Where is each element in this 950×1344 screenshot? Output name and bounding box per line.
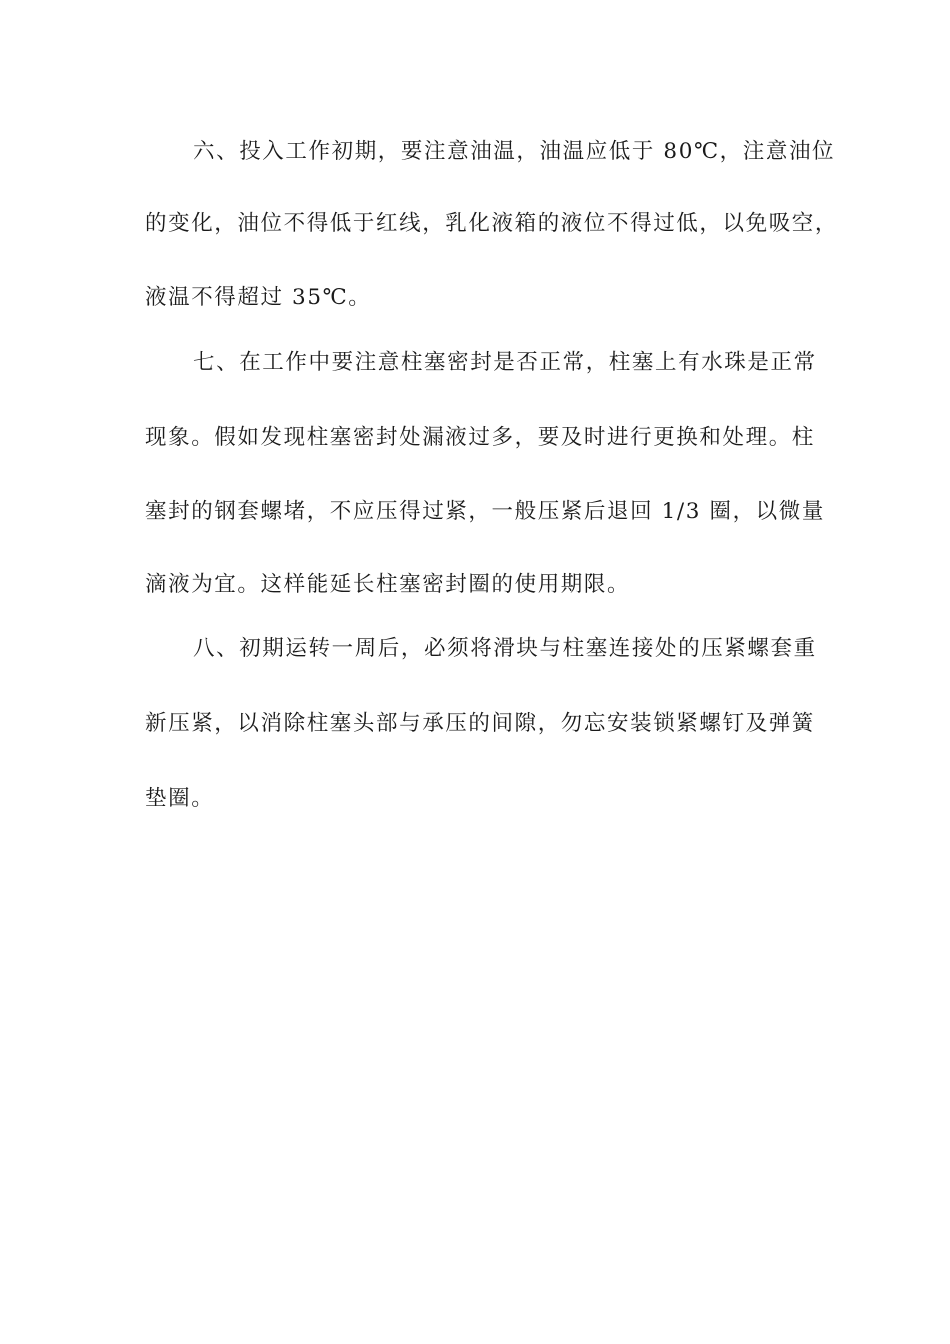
paragraph-7-line-1: 七、在工作中要注意柱塞密封是否正常，柱塞上有水珠是正常 bbox=[193, 350, 817, 375]
paragraph-7-line-4: 滴液为宜。这样能延长柱塞密封圈的使用期限。 bbox=[145, 572, 631, 597]
paragraph-8-line-3: 垫圈。 bbox=[145, 786, 215, 811]
paragraph-6-line-3: 液温不得超过 35℃。 bbox=[145, 285, 372, 310]
paragraph-8-line-2: 新压紧，以消除柱塞头部与承压的间隙，勿忘安装锁紧螺钉及弹簧 bbox=[145, 711, 815, 736]
paragraph-6-line-2: 的变化，油位不得低于红线，乳化液箱的液位不得过低，以免吸空， bbox=[145, 211, 839, 236]
paragraph-8-line-1: 八、初期运转一周后，必须将滑块与柱塞连接处的压紧螺套重 bbox=[193, 636, 817, 661]
paragraph-7-line-3: 塞封的钢套螺堵，不应压得过紧，一般压紧后退回 1/3 圈，以微量 bbox=[145, 499, 825, 524]
paragraph-6-line-1: 六、投入工作初期，要注意油温，油温应低于 80℃，注意油位 bbox=[193, 139, 836, 164]
paragraph-7-line-2: 现象。假如发现柱塞密封处漏液过多，要及时进行更换和处理。柱 bbox=[145, 425, 815, 450]
